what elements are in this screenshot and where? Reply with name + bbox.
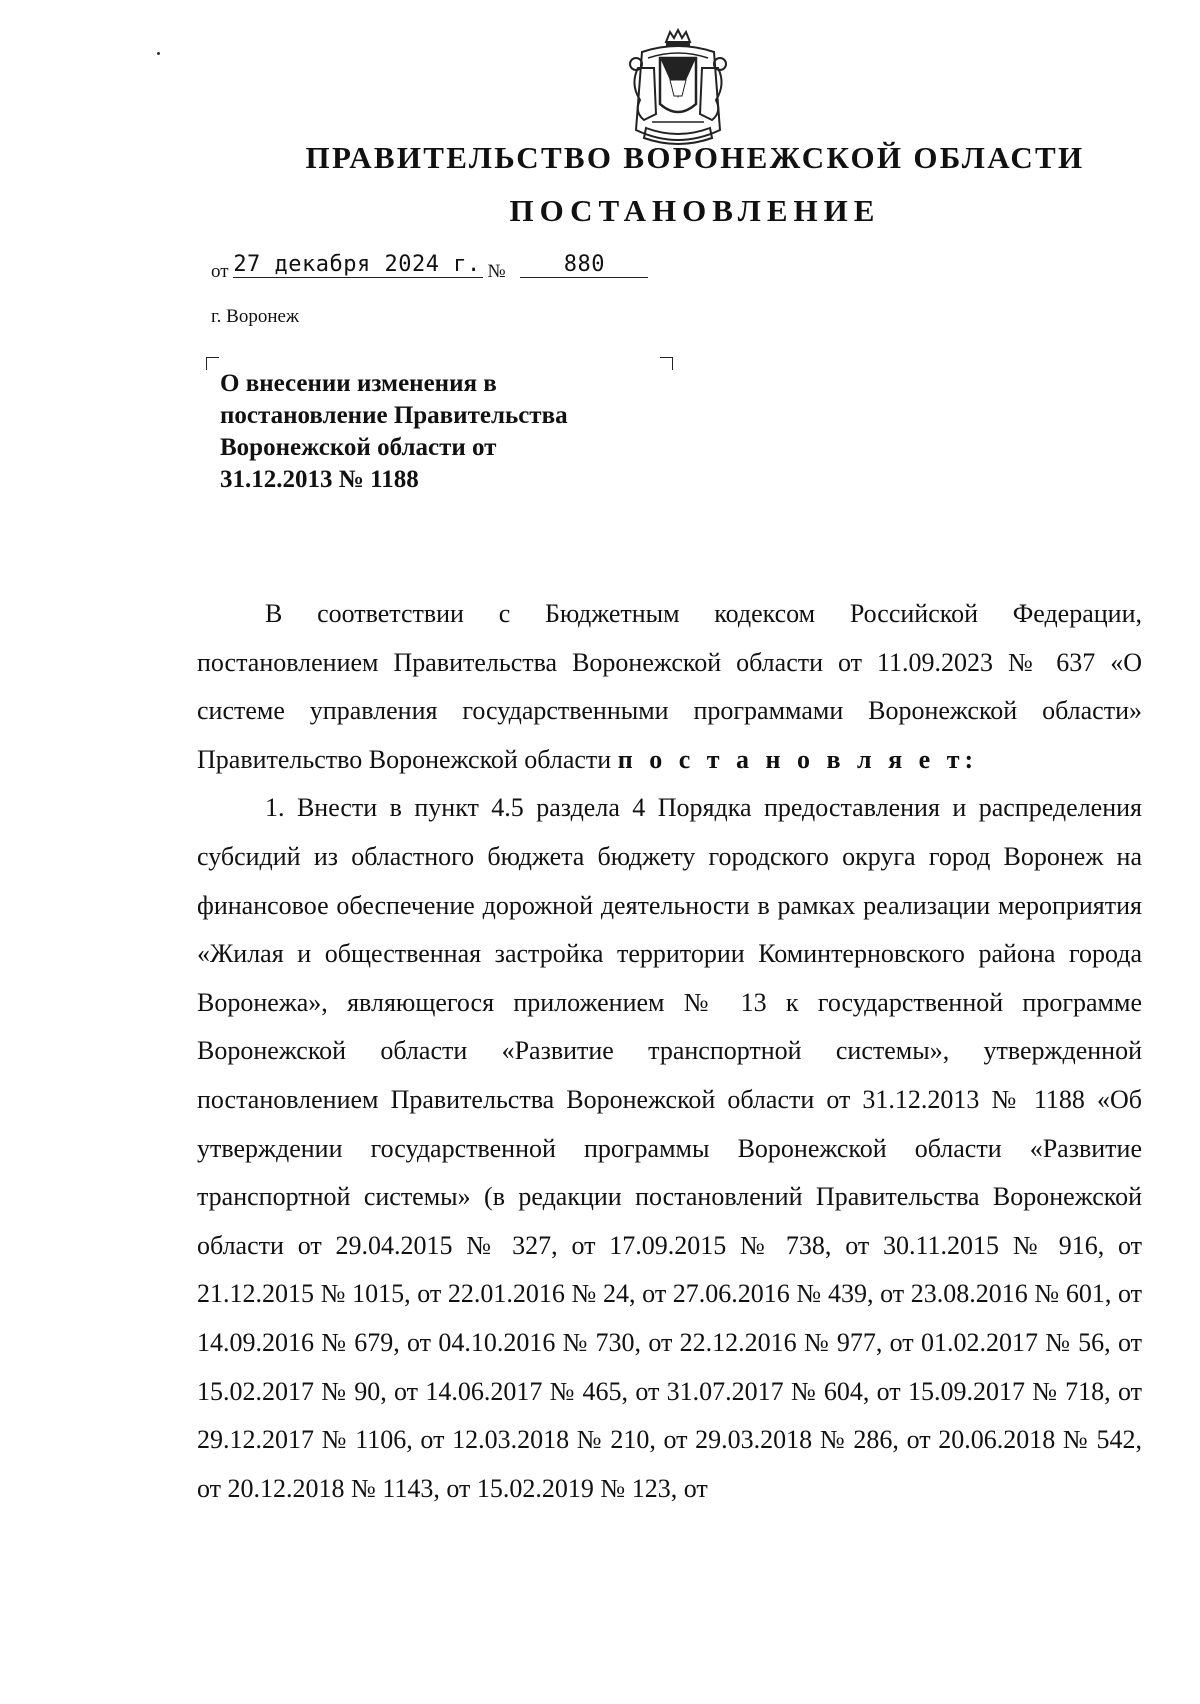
clause-paragraph: 1. Внести в пункт 4.5 раздела 4 Порядка предоставления и распределения субсидий из областного бюджета бюджету городского округа город Воронеж на финансовое обеспечение дорожной деятельности в рамках реализации мероприятия «Жилая и общественная застройка территории Коминтерновского района города Воронежа», являющегося приложением № 13 к государственной программе Воронежской области «Развитие транспортной системы», утвержденной постановлением Правительства Воронежской области от 31.12.2013 № 1188 «Об утверждении государственной программы Воронежской области «Развитие транспортной системы» (в редакции постановлений Правительства Воронежской области от 29.04.2015 № 327, от 17.09.2015 № 738, от 30.11.2015 № 916, от 21.12.2015 № 1015, от 22.01.2016 № 24, от 27.06.2016 № 439, от 23.08.2016 № 601, от 14.09.2016 № 679, от 04.10.2016 № 730, от 22.12.2016 № 977, от 01.02.2017 № 56, от 15.02.2017 № 90, от 14.06.2017 № 465, от 31.07.2017 № 604, от 15.09.2017 № 718, от 29.12.2017 № 1106, от 12.03.2018 № 210, от 29.03.2018 № 286, от 20.06.2018 № 542, от 20.12.2018 № 1143, от 15.02.2019 № 123, от: [197, 793, 1142, 1503]
subject-line: О внесении изменения в: [220, 370, 497, 397]
subject-bracket-right: [660, 357, 673, 370]
document-number: 880: [520, 252, 648, 278]
date-prefix: от: [211, 261, 229, 282]
city-name: г. Воронеж: [211, 306, 300, 327]
subject-line: Воронежской области от: [220, 434, 497, 461]
subject-line: постановление Правительства: [220, 402, 568, 429]
decree-word: п о с т а н о в л я е т:: [617, 744, 979, 774]
document-type-title: ПОСТАНОВЛЕНИЕ: [509, 193, 881, 228]
coat-of-arms-emblem: [622, 28, 734, 152]
document-date: 27 декабря 2024 г.: [233, 252, 481, 277]
subject-bracket-left: [206, 357, 219, 370]
preamble-paragraph: [197, 590, 1142, 784]
date-number-line: [211, 252, 648, 284]
document-subject: [220, 368, 660, 496]
number-prefix: №: [487, 261, 506, 282]
scan-speck: [157, 52, 160, 55]
document-body: [197, 590, 1142, 1513]
preamble-text: В соответствии с Бюджетным кодексом Российской Федерации, постановлением Правительства Воронежской области от 11.09.2023 № 637 «О системе управления государственными программами Воронежской области» Правительство Воронежской области: [197, 599, 1142, 774]
government-title: ПРАВИТЕЛЬСТВО ВОРОНЕЖСКОЙ ОБЛАСТИ: [305, 140, 1085, 175]
subject-line: 31.12.2013 № 1188: [220, 466, 419, 493]
